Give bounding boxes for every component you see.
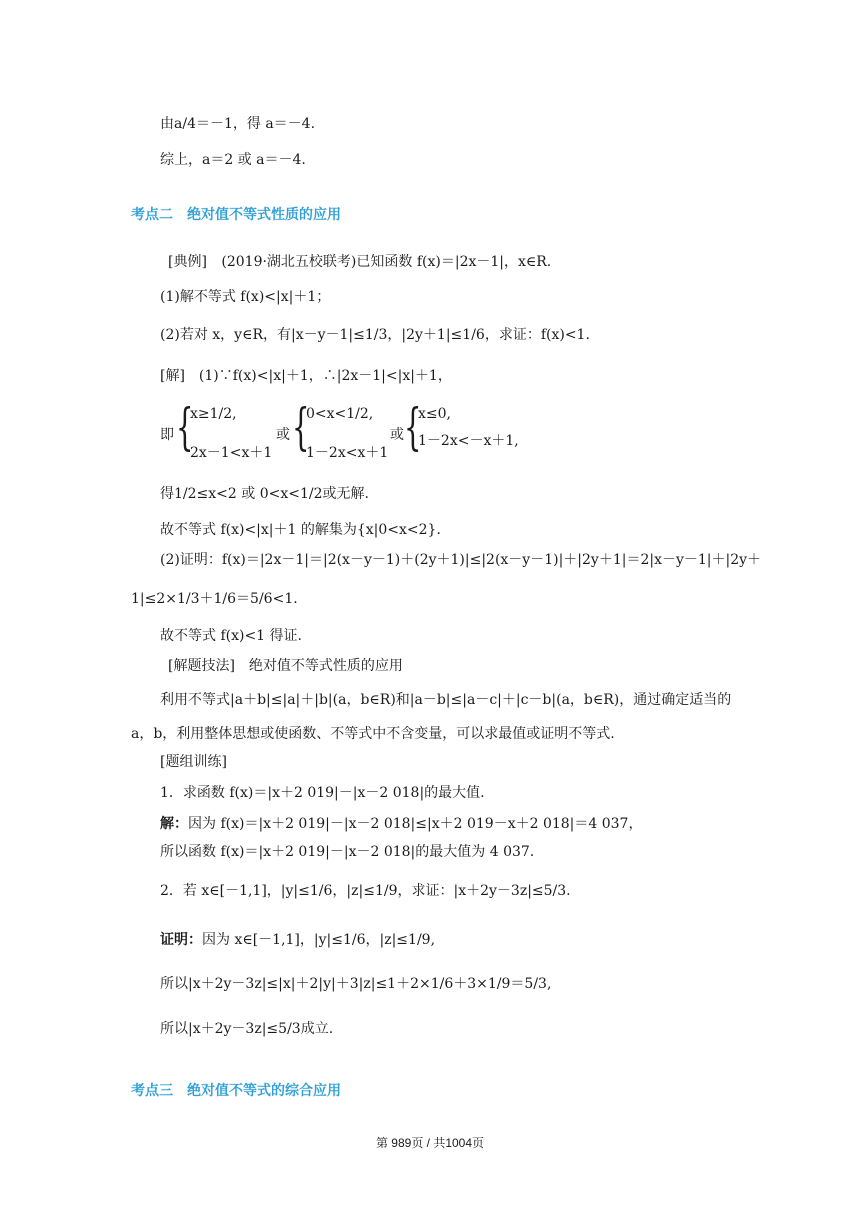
system-row: x≤0,	[418, 406, 451, 422]
system-row: 1－2x<x＋1	[306, 445, 389, 461]
solution-text: 因为 f(x)＝|x＋2 019|－|x－2 018|≤|x＋2 019－x＋2 018|＝4 037，	[188, 816, 643, 832]
drill-title: [题组训练]	[160, 754, 227, 770]
text-ji: 即	[160, 427, 174, 443]
question-1: (1)解不等式 f(x)<|x|＋1；	[160, 289, 331, 305]
technique-title: [解题技法] 绝对值不等式性质的应用	[168, 658, 403, 674]
text-line: a，b，利用整体思想或使函数、不等式中不含变量，可以求最值或证明不等式.	[131, 726, 615, 742]
text-or: 或	[390, 427, 404, 443]
drill-solution-2	[160, 929, 435, 950]
text-line: 所以|x＋2y－3z|≤5/3成立.	[160, 1021, 334, 1037]
solution-label: 证明：	[160, 931, 202, 947]
text-line: 所以函数 f(x)＝|x＋2 019|－|x－2 018|的最大值为 4 037.	[160, 844, 535, 860]
drill-question-2: 2．若 x∈[－1,1]，|y|≤1/6，|z|≤1/9，求证：|x＋2y－3z|≤5/3.	[160, 883, 571, 899]
example-source: (2019·湖北五校联考)	[221, 254, 357, 270]
text-line: 利用不等式|a＋b|≤|a|＋|b|(a，b∈R)和|a－b|≤|a－c|＋|c－b|(a，b∈R)，通过确定适当的	[160, 692, 732, 708]
text-line: 故不等式 f(x)<1 得证.	[160, 628, 302, 644]
text-line: 综上，a＝2 或 a＝－4.	[160, 152, 306, 168]
brace-icon: {	[292, 398, 310, 456]
system-row: 0<x<1/2,	[306, 406, 374, 422]
solution-label: 解：	[160, 815, 188, 831]
question-2: (2)若对 x，y∈R，有|x－y－1|≤1/3，|2y＋1|≤1/6，求证：f(x)<1.	[160, 327, 590, 343]
brace-icon: {	[404, 398, 422, 456]
text-line: 所以|x＋2y－3z|≤|x|＋2|y|＋3|z|≤1＋2×1/6＋3×1/9＝5/3,	[160, 976, 552, 992]
system-row: x≥1/2,	[190, 406, 237, 422]
brace-icon: {	[176, 398, 194, 456]
solution-text: 因为 x∈[－1,1]，|y|≤1/6，|z|≤1/9,	[202, 932, 436, 948]
text-line: 得1/2≤x<2 或 0<x<1/2或无解.	[160, 486, 369, 502]
section-heading: 考点二 绝对值不等式性质的应用	[131, 206, 341, 222]
text-line: 故不等式 f(x)<|x|＋1 的解集为{x|0<x<2}.	[160, 522, 441, 538]
example-statement	[168, 252, 551, 272]
text-line: 1|≤2×1/3＋1/6＝5/6<1.	[131, 591, 298, 607]
text-line: 由a/4＝－1，得 a＝－4.	[160, 116, 316, 132]
page-footer: 第 989页 / 共1004页	[375, 1136, 485, 1150]
system-row: 1－2x<－x＋1,	[418, 433, 519, 449]
example-tag: [典例]	[168, 254, 207, 270]
section-heading: 考点三 绝对值不等式的综合应用	[131, 1082, 341, 1098]
text-or: 或	[276, 427, 290, 443]
example-text: 已知函数 f(x)＝|2x－1|，x∈R.	[356, 254, 552, 270]
system-row: 2x－1<x＋1	[190, 445, 273, 461]
text-line: (2)证明：f(x)＝|2x－1|＝|2(x－y－1)＋(2y＋1)|≤|2(x－y－1)|＋|2y＋1|＝2|x－y－1|＋|2y＋	[160, 552, 762, 568]
drill-solution-1	[160, 813, 642, 834]
drill-question-1: 1．求函数 f(x)＝|x＋2 019|－|x－2 018|的最大值.	[160, 785, 485, 801]
solution-line: [解] (1)∵f(x)<|x|＋1，∴|2x－1|<|x|＋1，	[160, 368, 452, 384]
